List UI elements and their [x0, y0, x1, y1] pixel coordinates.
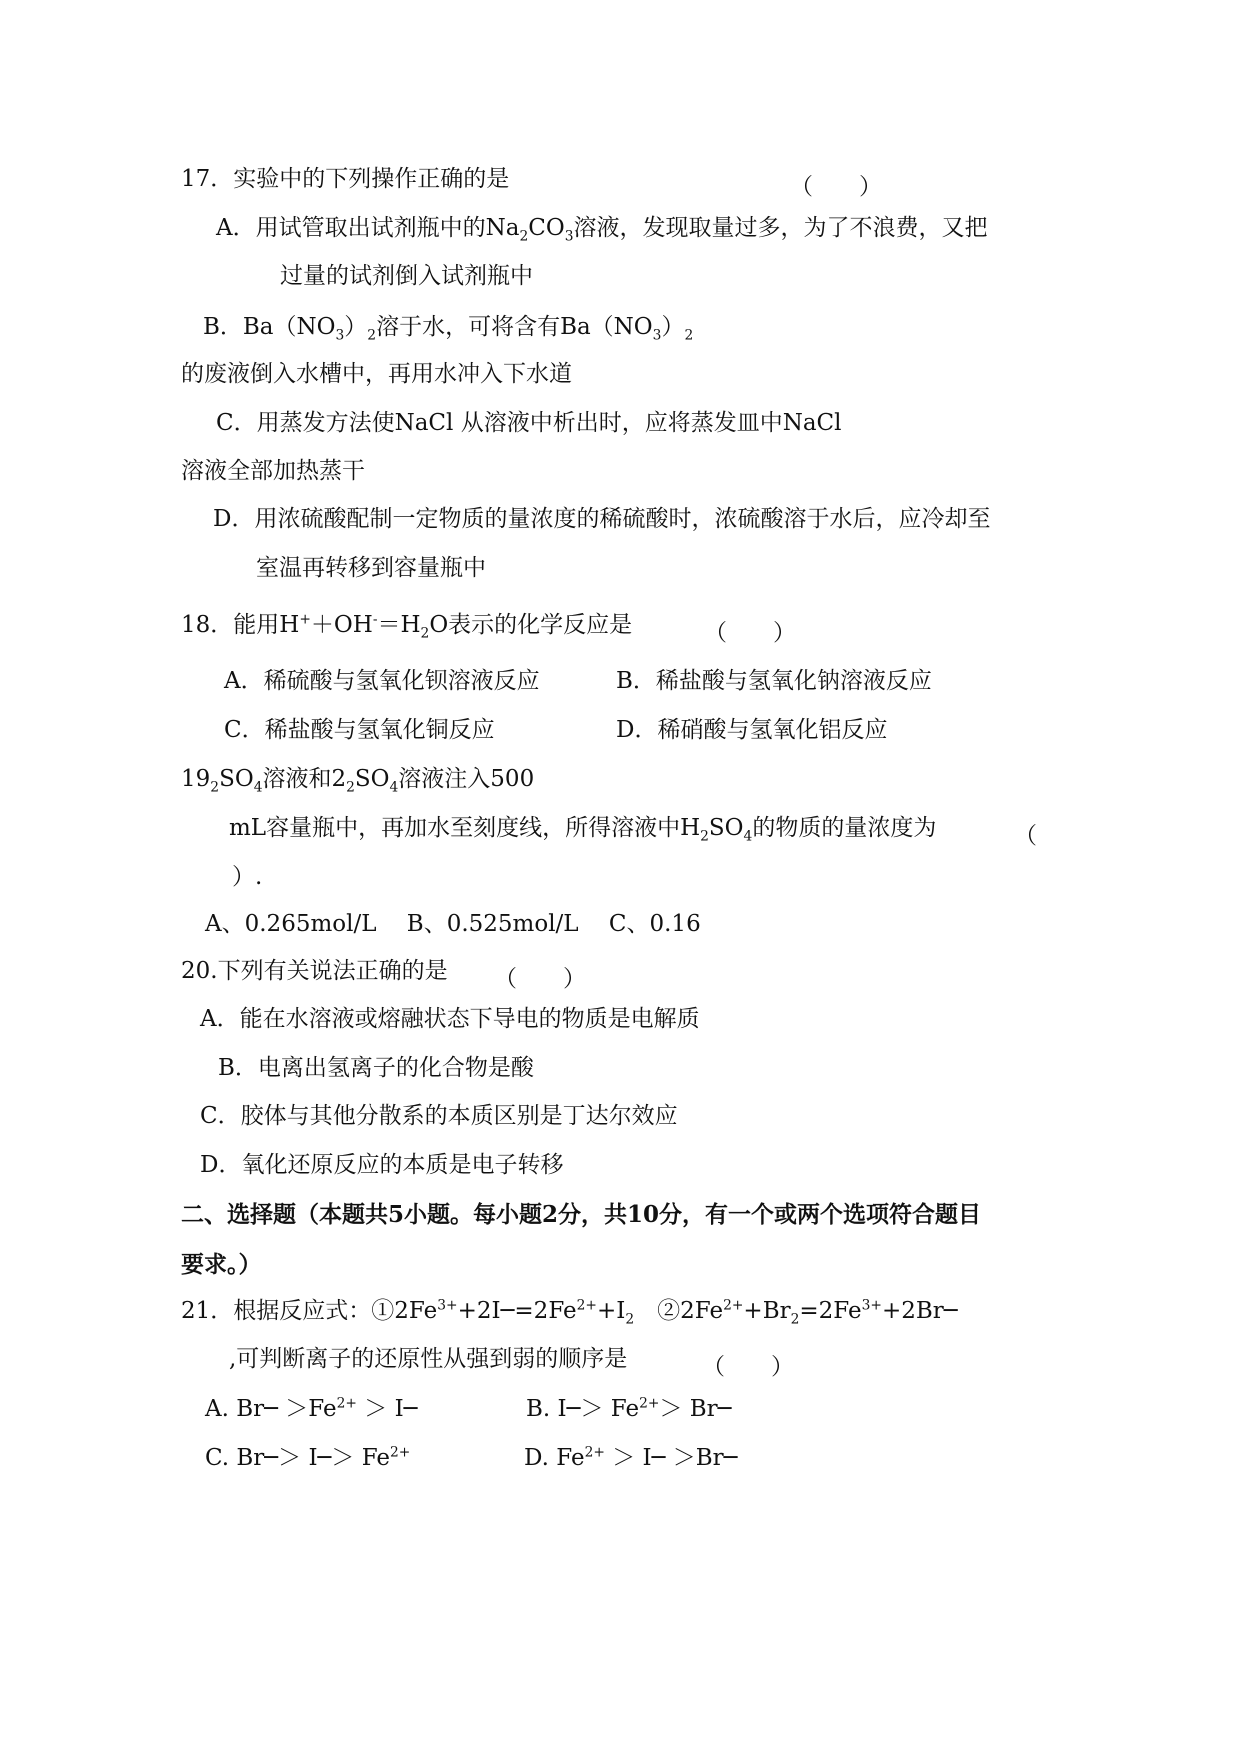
q19-answer-bracket-open: （ — [1014, 823, 1037, 849]
section-2-heading: 二、选择题（本题共5小题。每小题2分，共10分，有一个或两个选项符合题目 — [181, 1201, 982, 1228]
q18-option-c: C．稀盐酸与氢氧化铜反应 — [224, 717, 495, 743]
q21-option-a: A. Br─ $>Fe^{2+}$ ＞ I─ — [205, 1395, 418, 1422]
q18-option-b: B．稀盐酸与氢氧化钠溶液反应 — [616, 668, 932, 694]
q21-stem: 21．根据反应式：$①2Fe^{3+}+2I─=2Fe^{2+}+I_2$ $②2Fe^{2+}+Br_2=2Fe^{3+}+2Br─$ — [181, 1297, 958, 1328]
q20-option-c: C．胶体与其他分散系的本质区别是丁达尔效应 — [200, 1103, 678, 1129]
q18-answer-bracket: （ ） — [704, 620, 796, 646]
q21-option-d: D. $Fe^{2+}$ ＞ I─ ＞Br─ — [524, 1444, 738, 1471]
q20-answer-bracket: （ ） — [494, 966, 586, 992]
q19-stem: $19_2SO_4$溶液和$2_2SO_4$溶液注入500 — [181, 766, 535, 796]
q20-stem: 20.下列有关说法正确的是 — [181, 958, 448, 984]
q20-option-a: A．能在水溶液或熔融状态下导电的物质是电解质 — [200, 1006, 700, 1032]
q21-option-b: B. I─＞ $Fe^{2+}>$ Br─ — [526, 1395, 732, 1422]
q18-option-d: D．稀硝酸与氢氧化铝反应 — [616, 717, 888, 743]
q17-option-a: A．用试管取出试剂瓶中的$Na_2CO_3$溶液，发现取量过多，为了不浪费，又把 — [216, 215, 988, 245]
q17-option-b-continued: 的废液倒入水槽中，再用水冲入下水道 — [181, 361, 572, 387]
q18-option-a: A．稀硫酸与氢氧化钡溶液反应 — [224, 668, 540, 694]
q20-option-b: B．电离出氢离子的化合物是酸 — [218, 1055, 534, 1081]
q19-answer-bracket-close: ）. — [232, 864, 263, 890]
q17-option-c-continued: 溶液全部加热蒸干 — [181, 458, 365, 484]
q17-stem: 17．实验中的下列操作正确的是 — [181, 166, 510, 192]
q17-option-c: C．用蒸发方法使NaCl 从溶液中析出时，应将蒸发皿中NaCl — [216, 410, 842, 436]
q18-stem: 18．能用$H^++OH^-=H_2O$表示的化学反应是 — [181, 611, 633, 642]
q17-answer-bracket: （ ） — [790, 174, 882, 200]
q19-options: A、0.265mol/L B、0.525mol/L C、0.16 — [205, 911, 701, 937]
q17-option-b: B．$Ba(NO_3)_2$溶于水，可将含有$Ba(NO_3)_2$ — [203, 314, 694, 344]
q17-option-a-continued: 过量的试剂倒入试剂瓶中 — [280, 263, 533, 289]
q20-option-d: D．氧化还原反应的本质是电子转移 — [200, 1152, 564, 1178]
q21-stem-continued: ,可判断离子的还原性从强到弱的顺序是 — [229, 1346, 628, 1372]
q17-option-d-continued: 室温再转移到容量瓶中 — [256, 555, 486, 581]
q17-option-d: D．用浓硫酸配制一定物质的量浓度的稀硫酸时，浓硫酸溶于水后，应冷却至 — [213, 506, 991, 532]
q21-answer-bracket: （ ） — [702, 1354, 794, 1380]
q19-stem-continued: mL容量瓶中，再加水至刻度线，所得溶液中$H_2SO_4$的物质的量浓度为 — [229, 815, 937, 845]
section-2-heading-continued: 要求。） — [181, 1251, 262, 1278]
q21-option-c: C. Br─＞ I─＞ $Fe^{2+}$ — [205, 1444, 411, 1471]
